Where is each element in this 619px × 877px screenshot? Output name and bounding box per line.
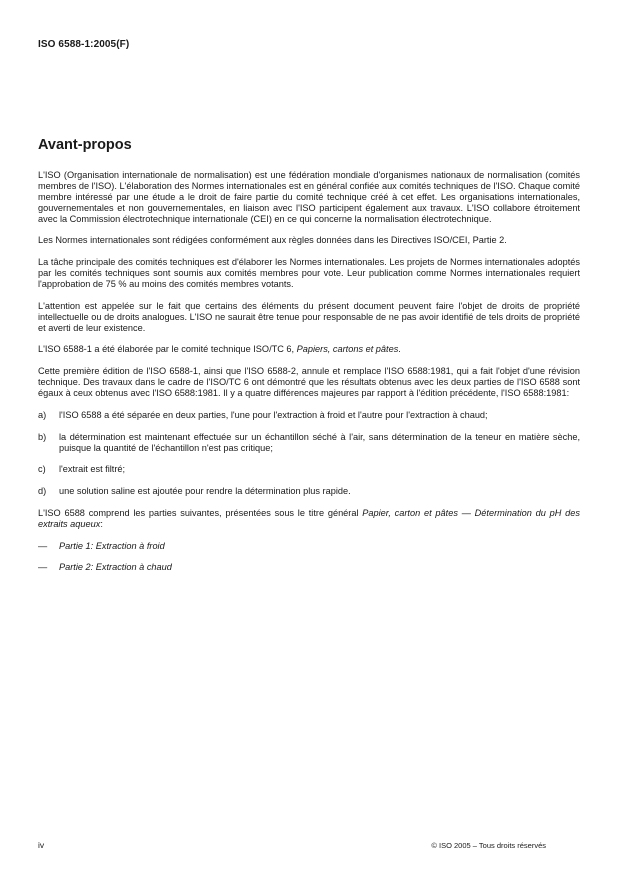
paragraph-edition-note: Cette première édition de l'ISO 6588-1, ainsi que l'ISO 6588-2, annule et remplace l'ISO 6588:1981, qui a fait l'objet d'une révision technique. Des travaux dans le cadre de l'ISO/TC 6 ont démontré que les résultats obtenus avec les deux parties de l'ISO 6588 sont égaux à ceux obtenus avec l'ISO 6588:1981. Il y a quatre différences majeures par rapport à l'édition précédente, l'ISO 6588:1981: — [38, 366, 580, 399]
punctuation: : — [100, 518, 103, 529]
part-item — [38, 541, 580, 552]
foreword-body — [38, 170, 580, 584]
paragraph-prepared-by — [38, 344, 580, 355]
punctuation: . — [398, 344, 401, 355]
parts-intro-text: L'ISO 6588 comprend les parties suivantes, présentées sous le titre général — [38, 507, 363, 518]
paragraph-patent-rights: L'attention est appelée sur le fait que certains des éléments du présent document peuvent faire l'objet de droits de propriété intellectuelle ou de droits analogues. L'ISO ne saurait être tenue pour responsable de ne pas avoir identifié de tels droits de propriété et averti de leur existence. — [38, 300, 580, 333]
list-marker: a) — [38, 409, 47, 420]
paragraph-parts-intro — [38, 508, 580, 530]
difference-item — [38, 410, 580, 421]
page-number: iv — [38, 840, 45, 850]
list-marker: b) — [38, 431, 47, 442]
part-title: Partie 1: Extraction à froid — [59, 540, 165, 551]
part-title: Partie 2: Extraction à chaud — [59, 562, 172, 573]
list-marker: d) — [38, 486, 47, 497]
prepared-by-text: L'ISO 6588-1 a été élaborée par le comité technique ISO/TC 6, — [38, 344, 297, 355]
list-item-text: une solution saline est ajoutée pour rendre la détermination plus rapide. — [59, 486, 351, 497]
paragraph-technical-committees: La tâche principale des comités techniques est d'élaborer les Normes internationales. Les projets de Normes internationales adoptés par les comités techniques sont soumis aux comités membres pour vote. Leur publication comme Normes internationales requiert l'approbation de 75 % au moins des comités membres votants. — [38, 257, 580, 290]
document-id-header: ISO 6588-1:2005(F) — [38, 39, 130, 50]
list-item-text: l'extrait est filtré; — [59, 464, 126, 475]
dash-marker: — — [38, 540, 48, 551]
difference-item — [38, 464, 580, 475]
difference-item — [38, 486, 580, 497]
list-item-text: l'ISO 6588 a été séparée en deux parties, l'une pour l'extraction à froid et l'autre pour l'extraction à chaud; — [59, 409, 488, 420]
difference-item — [38, 432, 580, 454]
dash-marker: — — [38, 562, 48, 573]
copyright-notice: © ISO 2005 – Tous droits réservés — [431, 841, 546, 850]
section-title: Avant-propos — [38, 137, 132, 153]
general-title: Papier, carton et pâtes — Détermination du pH des extraits aqueux — [38, 507, 580, 529]
committee-title: Papiers, cartons et pâtes — [296, 344, 399, 355]
paragraph-iso-intro: L'ISO (Organisation internationale de normalisation) est une fédération mondiale d'organismes nationaux de normalisation (comités membres de l'ISO). L'élaboration des Normes internationales est en général confiée aux comités techniques de l'ISO. Chaque comité membre intéressé par une étude a le droit de faire partie du comité technique créé à cet effet. Les organisations internationales, gouvernementales et non gouvernementales, en liaison avec l'ISO participent également aux travaux. L'ISO collabore étroitement avec la Commission électrotechnique internationale (CEI) en ce qui concerne la normalisation électrotechnique. — [38, 170, 580, 224]
list-marker: c) — [38, 464, 46, 475]
part-item — [38, 562, 580, 573]
paragraph-directives: Les Normes internationales sont rédigées conformément aux règles données dans les Directives ISO/CEI, Partie 2. — [38, 235, 507, 246]
list-item-text: la détermination est maintenant effectuée sur un échantillon séché à l'air, sans détermination de la teneur en matière sèche, puisque la quantité de l'échantillon n'est pas critique; — [59, 431, 580, 453]
